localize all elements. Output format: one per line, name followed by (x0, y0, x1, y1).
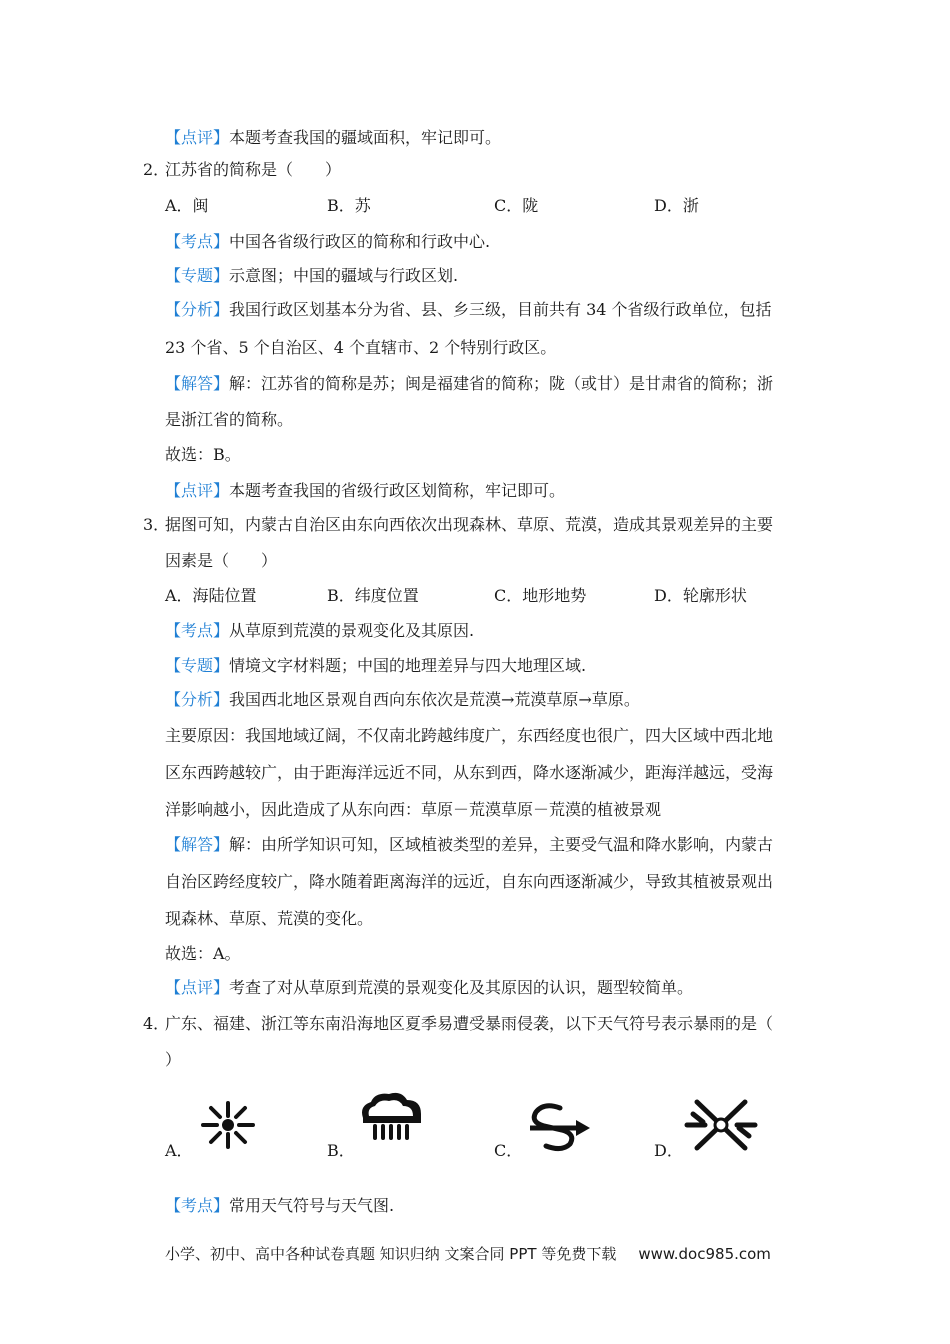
zhuanti-line (165, 656, 586, 676)
option-d: D． (654, 1141, 683, 1160)
answer-line: 故选：B。 (165, 445, 241, 464)
option-a: A． (165, 1141, 193, 1160)
option-b: B． (327, 1141, 355, 1160)
fenxi-line-2: 23 个省、5 个自治区、4 个直辖市、2 个特别行政区。 (165, 338, 557, 357)
question-stem-2: ） (165, 1050, 182, 1069)
kaodian-line (165, 1196, 394, 1216)
question-stem: 据图可知，内蒙古自治区由东向西依次出现森林、草原、荒漠，造成其景观差异的主要 (165, 515, 774, 534)
option-b: B．纬度位置 (327, 586, 419, 605)
question-stem: 广东、福建、浙江等东南沿海地区夏季易遭受暴雨侵袭，以下天气符号表示暴雨的是（ (165, 1014, 774, 1033)
question-number: 3． (143, 515, 170, 534)
comment-tag: 【点评】 (165, 128, 230, 147)
question-stem-2: 因素是（ ） (165, 551, 278, 570)
option-c: C． (494, 1141, 523, 1160)
reason-line-3: 洋影响越小，因此造成了从东向西：草原－荒漠草原－荒漠的植被景观 (165, 800, 662, 819)
option-c: C．地形地势 (494, 586, 587, 605)
comment-tag: 【点评】 (165, 481, 230, 500)
jieda-text: 解：江苏省的简称是苏；闽是福建省的简称；陇（或甘）是甘肃省的简称；浙 (229, 374, 774, 393)
comment-text: 考查了对从草原到荒漠的景观变化及其原因的认识，题型较简单。 (229, 978, 694, 997)
sun-icon (195, 1097, 261, 1153)
zhuanti-tag: 【专题】 (165, 266, 230, 285)
kaodian-tag: 【考点】 (165, 1196, 230, 1215)
option-d: D．轮廓形状 (654, 586, 747, 605)
kaodian-text: 中国各省级行政区的简称和行政中心. (229, 232, 491, 251)
fenxi-tag: 【分析】 (165, 690, 230, 709)
typhoon-icon (522, 1100, 594, 1154)
zhuanti-line (165, 266, 458, 286)
option-d: D．浙 (654, 196, 699, 215)
kaodian-text: 从草原到荒漠的景观变化及其原因. (229, 621, 475, 640)
jieda-line-2: 是浙江省的简称。 (165, 410, 294, 429)
option-c: C．陇 (494, 196, 539, 215)
fenxi-line (165, 300, 772, 320)
zhuanti-tag: 【专题】 (165, 656, 230, 675)
jieda-line-2: 自治区跨经度较广，降水随着距离海洋的远近，自东向西逐渐减少，导致其植被景观出 (165, 872, 774, 891)
kaodian-tag: 【考点】 (165, 232, 230, 251)
reason-line-2: 区东西跨越较广，由于距海洋远近不同，从东到西，降水逐渐减少，距海洋越远，受海 (165, 763, 774, 782)
fenxi-text: 我国行政区划基本分为省、县、乡三级，目前共有 34 个省级行政单位，包括 (229, 300, 772, 319)
option-a: A．海陆位置 (165, 586, 257, 605)
jieda-tag: 【解答】 (165, 835, 230, 854)
jieda-line (165, 374, 773, 394)
comment-line (165, 978, 693, 998)
page-footer (165, 1244, 771, 1264)
kaodian-text: 常用天气符号与天气图. (229, 1196, 395, 1215)
footer-text: 小学、初中、高中各种试卷真题 知识归纳 文案合同 PPT 等免费下载 (165, 1245, 617, 1263)
kaodian-tag: 【考点】 (165, 621, 230, 640)
zhuanti-text: 示意图；中国的疆域与行政区划. (229, 266, 459, 285)
reason-line-1: 主要原因：我国地域辽阔，不仅南北跨越纬度广，东西经度也很广，四大区域中西北地 (165, 726, 774, 745)
zhuanti-text: 情境文字材料题；中国的地理差异与四大地理区域. (229, 656, 587, 675)
fenxi-text: 我国西北地区景观自西向东依次是荒漠→荒漠草原→草原。 (229, 690, 640, 709)
jieda-tag: 【解答】 (165, 374, 230, 393)
comment-text: 本题考查我国的省级行政区划简称，牢记即可。 (229, 481, 566, 500)
question-number: 2． (143, 160, 170, 179)
option-b: B．苏 (327, 196, 371, 215)
kaodian-line (165, 621, 474, 641)
comment-text: 本题考查我国的疆域面积，牢记即可。 (229, 128, 502, 147)
fenxi-tag: 【分析】 (165, 300, 230, 319)
comment-line (165, 481, 565, 501)
question-number: 4． (143, 1014, 170, 1033)
jieda-line (165, 835, 773, 855)
heavy-rain-cloud-icon (355, 1088, 427, 1148)
jieda-text: 解：由所学知识可知，区域植被类型的差异，主要受气温和降水影响，内蒙古 (229, 835, 774, 854)
question-stem: 江苏省的简称是（ ） (165, 160, 342, 179)
q1-comment (165, 128, 501, 148)
footer-url[interactable]: www.doc985.com (638, 1245, 771, 1263)
comment-tag: 【点评】 (165, 978, 230, 997)
snow-icon (683, 1094, 759, 1156)
fenxi-line (165, 690, 640, 710)
answer-line: 故选：A。 (165, 944, 241, 963)
kaodian-line (165, 232, 490, 252)
jieda-line-3: 现森林、草原、荒漠的变化。 (165, 909, 374, 928)
option-a: A．闽 (165, 196, 209, 215)
